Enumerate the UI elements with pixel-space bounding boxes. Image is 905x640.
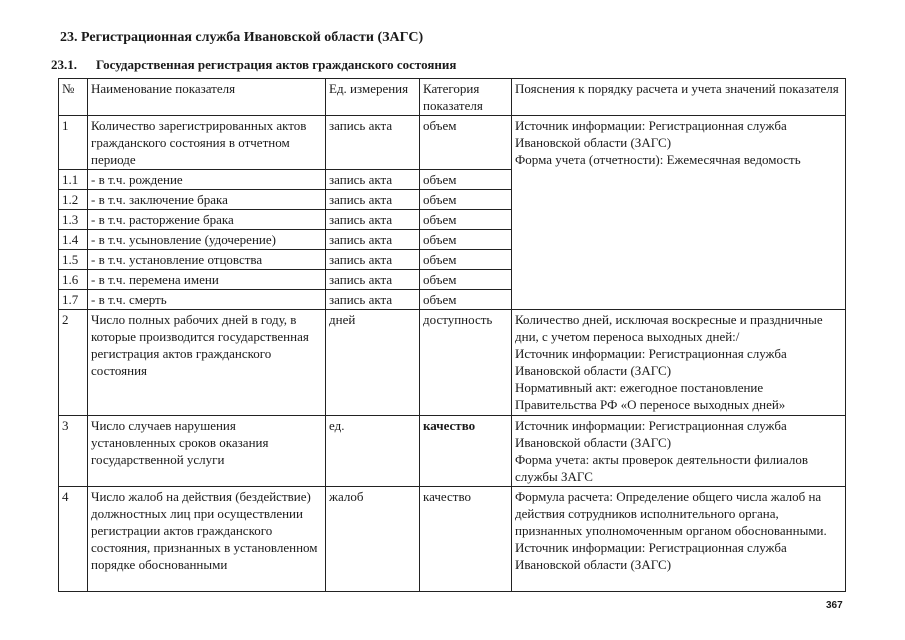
table-row (59, 416, 846, 487)
explanation-line: Формула расчета: Определение общего числа жалоб на действия сотрудников исполнительного органа, признанных уполномоченным органом обоснованными. (515, 489, 827, 538)
table-row (59, 487, 846, 592)
row-unit: жалоб (326, 487, 420, 592)
row-explanation (512, 116, 846, 310)
row-category: объем (420, 116, 512, 170)
explanation-line: Нормативный акт: ежегодное постановление Правительства РФ «О переносе выходных дней» (515, 380, 786, 412)
explanation-line: Источник информации: Регистрационная служба Ивановской области (ЗАГС) (515, 346, 787, 378)
row-number: 1.4 (59, 230, 88, 250)
row-category: объем (420, 230, 512, 250)
row-unit: запись акта (326, 290, 420, 310)
explanation-line: Источник информации: Регистрационная служба Ивановской области (ЗАГС) (515, 540, 787, 572)
row-name: - в т.ч. заключение брака (88, 190, 326, 210)
row-unit: запись акта (326, 116, 420, 170)
explanation-line: Источник информации: Регистрационная служба Ивановской области (ЗАГС) (515, 418, 787, 450)
row-number: 1.2 (59, 190, 88, 210)
row-name: - в т.ч. смерть (88, 290, 326, 310)
row-number: 1.7 (59, 290, 88, 310)
explanation-line: Источник информации: Регистрационная служба Ивановской области (ЗАГС) (515, 118, 787, 150)
row-category: объем (420, 290, 512, 310)
row-unit: запись акта (326, 270, 420, 290)
row-number: 3 (59, 416, 88, 487)
row-explanation (512, 487, 846, 592)
header-category: Категория показателя (420, 79, 512, 116)
explanation-line: Количество дней, исключая воскресные и праздничные дни, с учетом переноса выходных дней:/ (515, 312, 823, 344)
row-name: Число случаев нарушения установленных сроков оказания государственной услуги (88, 416, 326, 487)
row-number: 1.3 (59, 210, 88, 230)
row-unit: ед. (326, 416, 420, 487)
row-name: - в т.ч. рождение (88, 170, 326, 190)
row-category: объем (420, 270, 512, 290)
row-category: объем (420, 250, 512, 270)
row-unit: дней (326, 310, 420, 416)
row-name: - в т.ч. перемена имени (88, 270, 326, 290)
row-explanation (512, 310, 846, 416)
row-name: - в т.ч. установление отцовства (88, 250, 326, 270)
row-unit: запись акта (326, 230, 420, 250)
row-unit: запись акта (326, 170, 420, 190)
row-number: 2 (59, 310, 88, 416)
row-category: качество (420, 487, 512, 592)
row-unit: запись акта (326, 250, 420, 270)
explanation-line: Форма учета (отчетности): Ежемесячная ведомость (515, 152, 801, 167)
table-header-row (59, 79, 846, 116)
section-heading: 23. Регистрационная служба Ивановской области (ЗАГС) (60, 30, 424, 45)
table-row (59, 310, 846, 416)
row-number: 4 (59, 487, 88, 592)
explanation-line: Форма учета: акты проверок деятельности филиалов службы ЗАГС (515, 452, 808, 484)
row-name: Количество зарегистрированных актов гражданского состояния в отчетном периоде (88, 116, 326, 170)
row-category: доступность (420, 310, 512, 416)
row-unit: запись акта (326, 210, 420, 230)
page-number: 367 (826, 600, 843, 611)
row-category: объем (420, 210, 512, 230)
row-category: объем (420, 170, 512, 190)
row-number: 1.6 (59, 270, 88, 290)
subsection-number: 23.1. (51, 57, 77, 72)
subsection-heading (51, 57, 456, 73)
row-number: 1.5 (59, 250, 88, 270)
header-name: Наименование показателя (88, 79, 326, 116)
row-number: 1.1 (59, 170, 88, 190)
header-explanation: Пояснения к порядку расчета и учета значений показателя (512, 79, 846, 116)
header-unit: Ед. измерения (326, 79, 420, 116)
row-category: объем (420, 190, 512, 210)
row-name: Число жалоб на действия (бездействие) должностных лиц при осуществлении регистрации актов гражданского состояния, признанных в установленном порядке обоснованными (88, 487, 326, 592)
table-row (59, 116, 846, 170)
indicators-table (58, 78, 846, 592)
row-name: - в т.ч. расторжение брака (88, 210, 326, 230)
row-name: Число полных рабочих дней в году, в которые производится государственная регистрация актов гражданского состояния (88, 310, 326, 416)
header-number: № (59, 79, 88, 116)
row-unit: запись акта (326, 190, 420, 210)
subsection-title: Государственная регистрация актов гражданского состояния (96, 57, 457, 72)
row-number: 1 (59, 116, 88, 170)
row-category: качество (420, 416, 512, 487)
row-explanation (512, 416, 846, 487)
row-name: - в т.ч. усыновление (удочерение) (88, 230, 326, 250)
